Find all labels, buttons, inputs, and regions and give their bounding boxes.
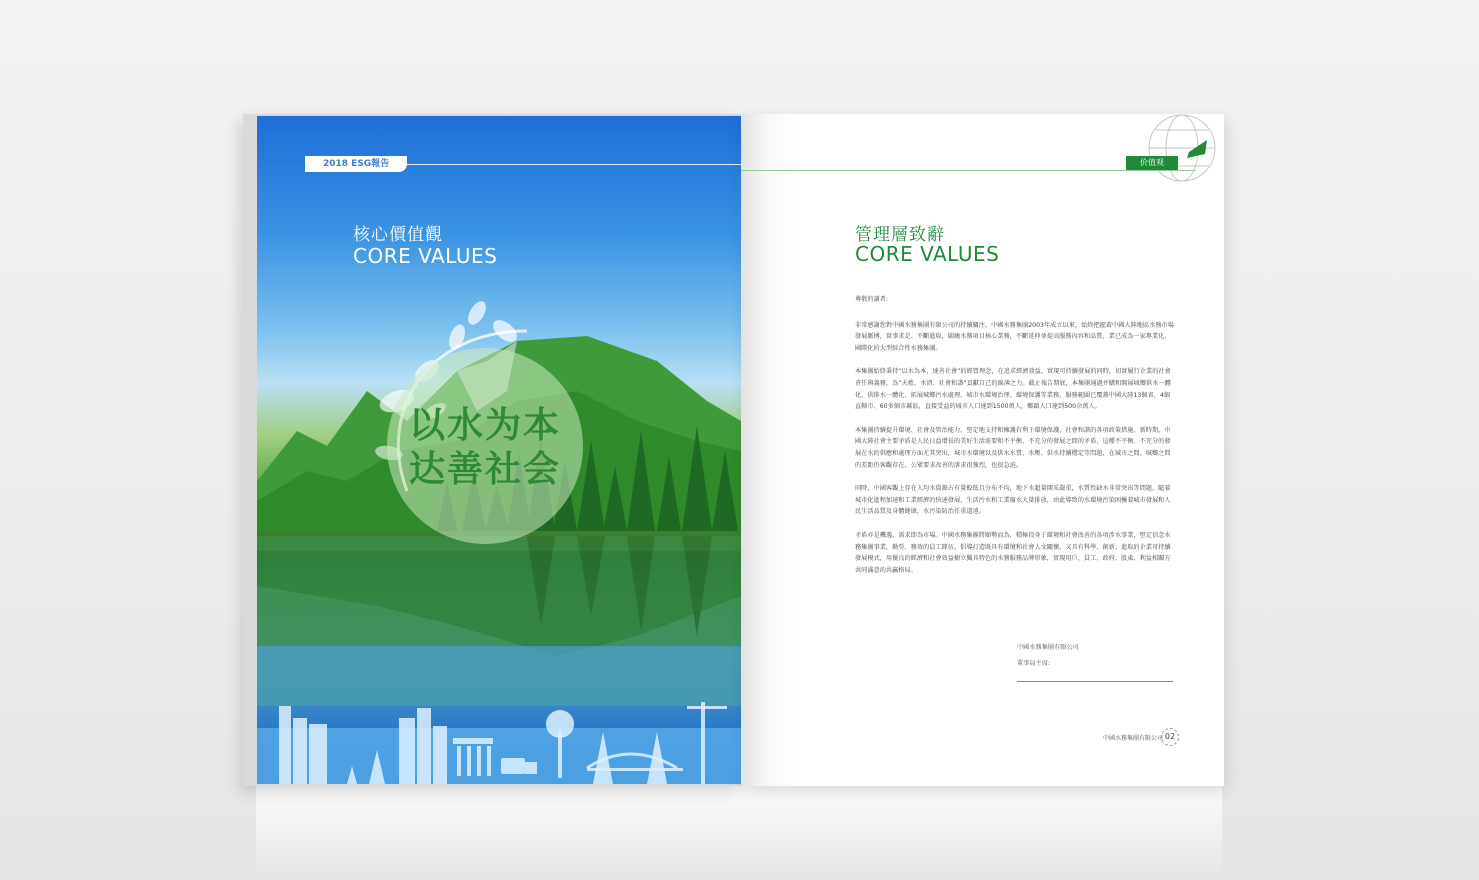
paragraph: 同時，中國客觀上存在人均水資源占有量較低且分布不均，地下水超量開采嚴重，水質性缺水非常突出等問題，隨着城市化進程加速和工業經濟的快速發展，生活污水和工業廢水大量排放，由此導致的水環境污染困擾着城市發展和人民生活品質及身體健康，水污染防治任重道遠。 xyxy=(855,485,1171,516)
left-page xyxy=(243,114,741,786)
table-reflection xyxy=(256,786,1222,880)
slogan-line-1: 以水为本 xyxy=(408,405,561,446)
signature-title: 董事局主席: xyxy=(1017,660,1051,667)
letter-body xyxy=(855,294,1175,588)
city-skyline-icon xyxy=(257,696,741,784)
page-title-zh: 管理層致辭 xyxy=(855,225,945,245)
paragraph: 本集團持續提升環境、社會及管治能力，堅定地支持和擁護有利于環境保護、社會和諧的各項政策措施。新時期，中國大陸社會主要矛盾是人民日益增長的美好生活需要和不平衡、不充分的發展之間的矛盾，這種不平衡、不充分的發展在水的供應和處理方面尤其突出，城市水環境以及供水水質、水壓、供水持續穩定等問題，在城市之間、城鄉之間的差距仍客觀存在，公眾要求改善的訴求很強烈，也很急迫。 xyxy=(855,426,1171,469)
report-tab: 2018 ESG報告 xyxy=(305,156,407,172)
signature-line xyxy=(1017,681,1173,682)
page-number: 02 xyxy=(1161,728,1179,746)
page-title-en: CORE VALUES xyxy=(353,244,498,268)
salutation: 尊敬的讀者: xyxy=(855,296,889,303)
slogan-line-2: 达善社会 xyxy=(408,449,561,490)
section-tab: 价值观 xyxy=(1126,156,1178,170)
paragraph: 本集團始終秉持“以水為本，達善社會”的經營理念，在追求經濟效益、實現可持續發展的同時，切實履行企業的社會責任與義務，為“天藍、水清、社會和諧”貢獻自己的綿薄之力。截止報告期底，本集團通過并購和開展城鄉供水一體化、供排水一體化、拓展城鄉污水處理、城市水環境治理、環境保護等業務，服務範圍已覆蓋中國大陸13個省、4個直轄市、60多個市縣區，直接受益的城市人口達到1500萬人，鄉鎮人口達到500余萬人。 xyxy=(855,368,1171,411)
page-title-zh: 核心價值觀 xyxy=(353,225,443,245)
signature-company: 中國水務集團有限公司 xyxy=(1017,644,1079,651)
right-page xyxy=(741,114,1224,786)
globe-icon xyxy=(1141,114,1223,188)
slogan xyxy=(399,404,571,492)
left-page-photo xyxy=(257,116,741,784)
paragraph: 矛盾亦是機遇，需求即為市場。中國水務集團將順勢而為，積極投身于環境和社會改善的各項涉水事業，堅定信念水務集團事業，勤勞、務效的員工隊伍，倡導打造既具有環境和社會人文關懷，又具有科學、創新、進取的企業可持續發展模式，用優良的經濟和社會效益樹立獨具特色的水務服務品牌形象，實現用戶、員工、政府、股東、利益相關方共同滿意的共贏格局。 xyxy=(855,531,1171,574)
header-rule xyxy=(741,170,1196,171)
footer-company: 中國水務集團有限公司 xyxy=(1103,735,1164,742)
page-title-en: CORE VALUES xyxy=(855,242,1000,266)
lake-reflection xyxy=(257,536,741,706)
paragraph: 非常感謝您對中國水務集團有限公司的持續關注。中國水務集團2003年成立以來，始終把握着中國大陸地區水務市場發展脈搏，實事求是、不斷進取，圍繞水務項目核心業務，不斷延伸並提高服務內容和品質，業已成為一家專業化、國際化的大型綜合性水務集團。 xyxy=(855,321,1174,352)
